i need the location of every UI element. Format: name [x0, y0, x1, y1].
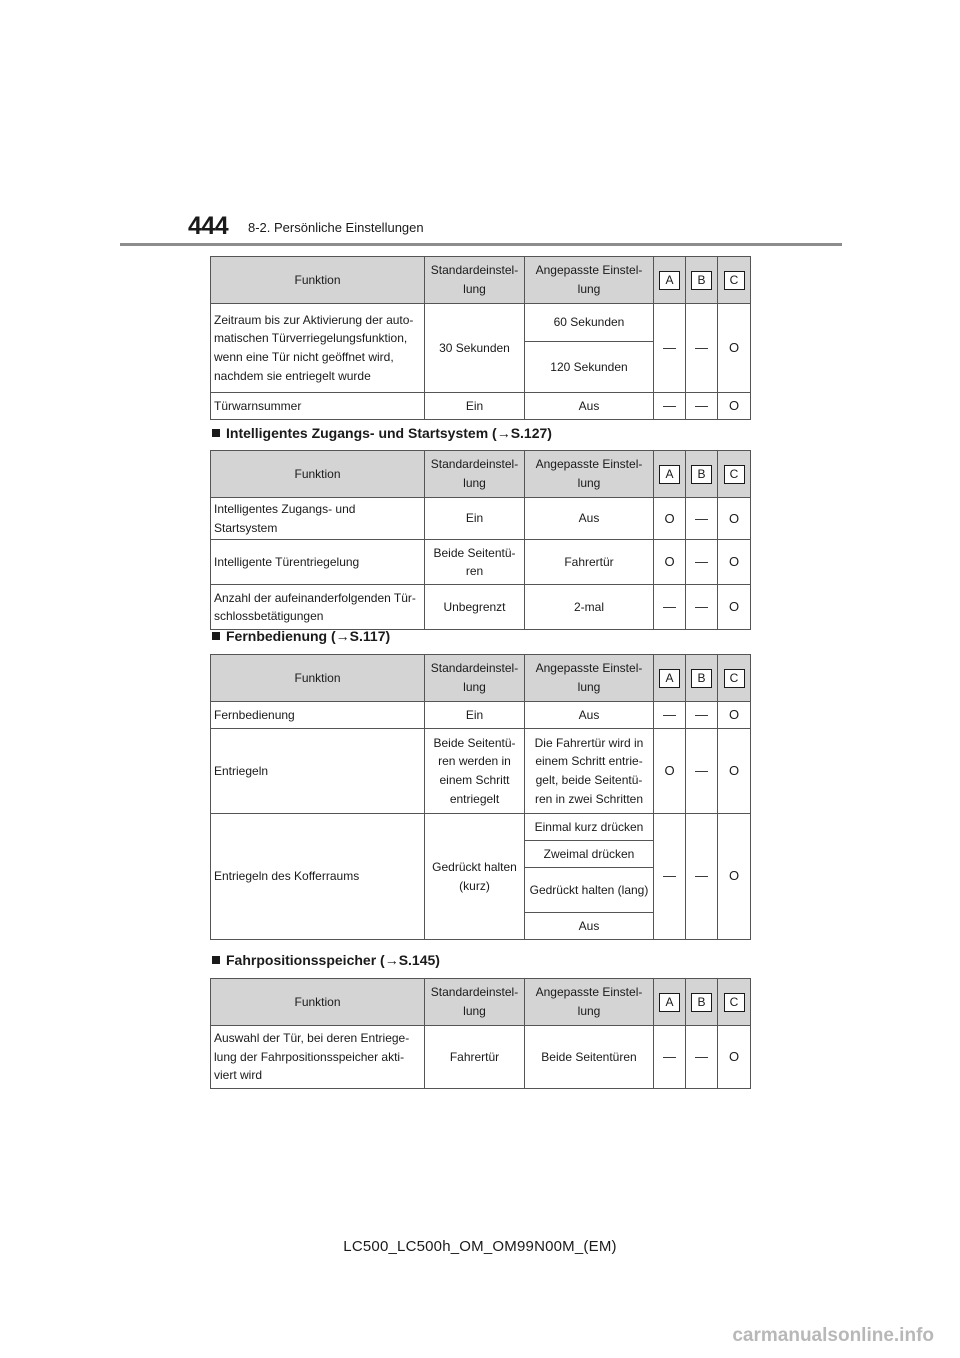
- cell-standard: Gedrückt halten (kurz): [425, 814, 525, 940]
- cell-funktion: Entriegeln des Kofferraums: [211, 814, 425, 940]
- header-standard: Standardeinstel-lung: [425, 451, 525, 498]
- cell-b: —: [686, 729, 718, 814]
- cell-angepasst: 60 Sekunden: [525, 304, 654, 342]
- cell-angepasst: Fahrertür: [525, 540, 654, 585]
- cell-a: —: [654, 585, 686, 630]
- table-row: [211, 393, 751, 420]
- cell-c: O: [718, 702, 751, 729]
- cell-angepasst: Zweimal drücken: [525, 841, 654, 868]
- cell-funktion: Auswahl der Tür, bei deren Entriege-lung der Fahrpositionsspeicher akti-viert wird: [211, 1026, 425, 1089]
- cell-angepasst: 120 Sekunden: [525, 342, 654, 393]
- box-a-label: A: [659, 669, 680, 688]
- document-code-footer: LC500_LC500h_OM_OM99N00M_(EM): [343, 1238, 617, 1255]
- section-heading-smart-entry: [212, 425, 552, 441]
- cell-c: O: [718, 498, 751, 540]
- table-row: [211, 814, 751, 841]
- cell-a: —: [654, 1026, 686, 1089]
- cell-angepasst: Beide Seitentüren: [525, 1026, 654, 1089]
- header-angepasst: Angepasste Einstel-lung: [525, 257, 654, 304]
- header-a: [654, 451, 686, 498]
- box-c-label: C: [724, 465, 745, 484]
- header-c: [718, 257, 751, 304]
- bullet-square-icon: [212, 632, 220, 640]
- table-row: [211, 304, 751, 342]
- cell-a: —: [654, 702, 686, 729]
- cell-c: O: [718, 1026, 751, 1089]
- box-b-label: B: [691, 465, 712, 484]
- bullet-square-icon: [212, 956, 220, 964]
- cell-c: O: [718, 585, 751, 630]
- cell-b: —: [686, 393, 718, 420]
- cell-standard: Ein: [425, 393, 525, 420]
- header-rule: [120, 243, 842, 246]
- cell-angepasst: Aus: [525, 498, 654, 540]
- settings-table-remote: [210, 654, 751, 940]
- header-b: [686, 257, 718, 304]
- bullet-square-icon: [212, 429, 220, 437]
- box-a-label: A: [659, 993, 680, 1012]
- cell-c: O: [718, 393, 751, 420]
- header-a: [654, 655, 686, 702]
- cell-angepasst: Aus: [525, 393, 654, 420]
- box-a-label: A: [659, 271, 680, 290]
- header-funktion: Funktion: [211, 979, 425, 1026]
- cell-angepasst: Die Fahrertür wird in einem Schritt entrie-gelt, beide Seitentü-ren in zwei Schritten: [525, 729, 654, 814]
- heading-text: Intelligentes Zugangs- und Startsystem (→S.127): [226, 425, 552, 441]
- section-title: 8-2. Persönliche Einstellungen: [248, 220, 424, 235]
- header-b: [686, 451, 718, 498]
- cell-b: —: [686, 814, 718, 940]
- header-angepasst: Angepasste Einstel-lung: [525, 979, 654, 1026]
- cell-standard: Unbegrenzt: [425, 585, 525, 630]
- header-c: [718, 979, 751, 1026]
- box-b-label: B: [691, 271, 712, 290]
- settings-table-driving-position: [210, 978, 751, 1089]
- cell-funktion: Türwarnsummer: [211, 393, 425, 420]
- cell-a: O: [654, 729, 686, 814]
- cell-funktion: Entriegeln: [211, 729, 425, 814]
- table-row: [211, 702, 751, 729]
- table-row: [211, 1026, 751, 1089]
- cell-a: —: [654, 304, 686, 393]
- section-heading-driving-position: [212, 952, 440, 968]
- table-row: [211, 585, 751, 630]
- cell-standard: Fahrertür: [425, 1026, 525, 1089]
- cell-standard: Beide Seitentü-ren werden in einem Schritt entriegelt: [425, 729, 525, 814]
- cell-a: O: [654, 498, 686, 540]
- cell-a: O: [654, 540, 686, 585]
- settings-table-doors: [210, 256, 751, 420]
- table-header-row: [211, 451, 751, 498]
- cell-b: —: [686, 702, 718, 729]
- header-a: [654, 257, 686, 304]
- header-b: [686, 979, 718, 1026]
- header-angepasst: Angepasste Einstel-lung: [525, 451, 654, 498]
- box-c-label: C: [724, 271, 745, 290]
- cell-c: O: [718, 540, 751, 585]
- section-heading-remote: [212, 628, 390, 644]
- watermark: carmanualsonline.info: [732, 1325, 934, 1346]
- cell-a: —: [654, 814, 686, 940]
- header-standard: Standardeinstel-lung: [425, 979, 525, 1026]
- cell-b: —: [686, 498, 718, 540]
- cell-a: —: [654, 393, 686, 420]
- header-angepasst: Angepasste Einstel-lung: [525, 655, 654, 702]
- cell-funktion: Intelligente Türentriegelung: [211, 540, 425, 585]
- header-funktion: Funktion: [211, 451, 425, 498]
- cell-b: —: [686, 540, 718, 585]
- cell-funktion: Anzahl der aufeinanderfolgenden Tür-schlossbetätigungen: [211, 585, 425, 630]
- page-number: 444: [188, 212, 229, 240]
- cell-funktion: Fernbedienung: [211, 702, 425, 729]
- cell-standard: Ein: [425, 702, 525, 729]
- cell-c: O: [718, 304, 751, 393]
- cell-b: —: [686, 585, 718, 630]
- cell-angepasst: Aus: [525, 702, 654, 729]
- box-c-label: C: [724, 993, 745, 1012]
- table-header-row: [211, 655, 751, 702]
- table-row: [211, 540, 751, 585]
- header-c: [718, 451, 751, 498]
- header-standard: Standardeinstel-lung: [425, 257, 525, 304]
- cell-funktion: Intelligentes Zugangs- und Startsystem: [211, 498, 425, 540]
- header-funktion: Funktion: [211, 655, 425, 702]
- cell-standard: 30 Sekunden: [425, 304, 525, 393]
- box-a-label: A: [659, 465, 680, 484]
- table-row: [211, 498, 751, 540]
- header-b: [686, 655, 718, 702]
- cell-angepasst: 2-mal: [525, 585, 654, 630]
- cell-standard: Beide Seitentü-ren: [425, 540, 525, 585]
- header-standard: Standardeinstel-lung: [425, 655, 525, 702]
- cell-b: —: [686, 1026, 718, 1089]
- box-c-label: C: [724, 669, 745, 688]
- cell-funktion: Zeitraum bis zur Aktivierung der auto-matischen Türverriegelungsfunktion, wenn eine Tür nicht geöffnet wird, nachdem sie entriegelt wurde: [211, 304, 425, 393]
- cell-angepasst: Einmal kurz drücken: [525, 814, 654, 841]
- cell-b: —: [686, 304, 718, 393]
- table-row: [211, 729, 751, 814]
- table-header-row: [211, 257, 751, 304]
- cell-standard: Ein: [425, 498, 525, 540]
- cell-angepasst: Aus: [525, 913, 654, 940]
- cell-angepasst: Gedrückt halten (lang): [525, 868, 654, 913]
- header-funktion: Funktion: [211, 257, 425, 304]
- heading-text: Fahrpositionsspeicher (→S.145): [226, 952, 440, 968]
- table-header-row: [211, 979, 751, 1026]
- header-a: [654, 979, 686, 1026]
- cell-c: O: [718, 814, 751, 940]
- header-c: [718, 655, 751, 702]
- box-b-label: B: [691, 993, 712, 1012]
- box-b-label: B: [691, 669, 712, 688]
- cell-c: O: [718, 729, 751, 814]
- heading-text: Fernbedienung (→S.117): [226, 628, 391, 644]
- settings-table-smart-entry: [210, 450, 751, 630]
